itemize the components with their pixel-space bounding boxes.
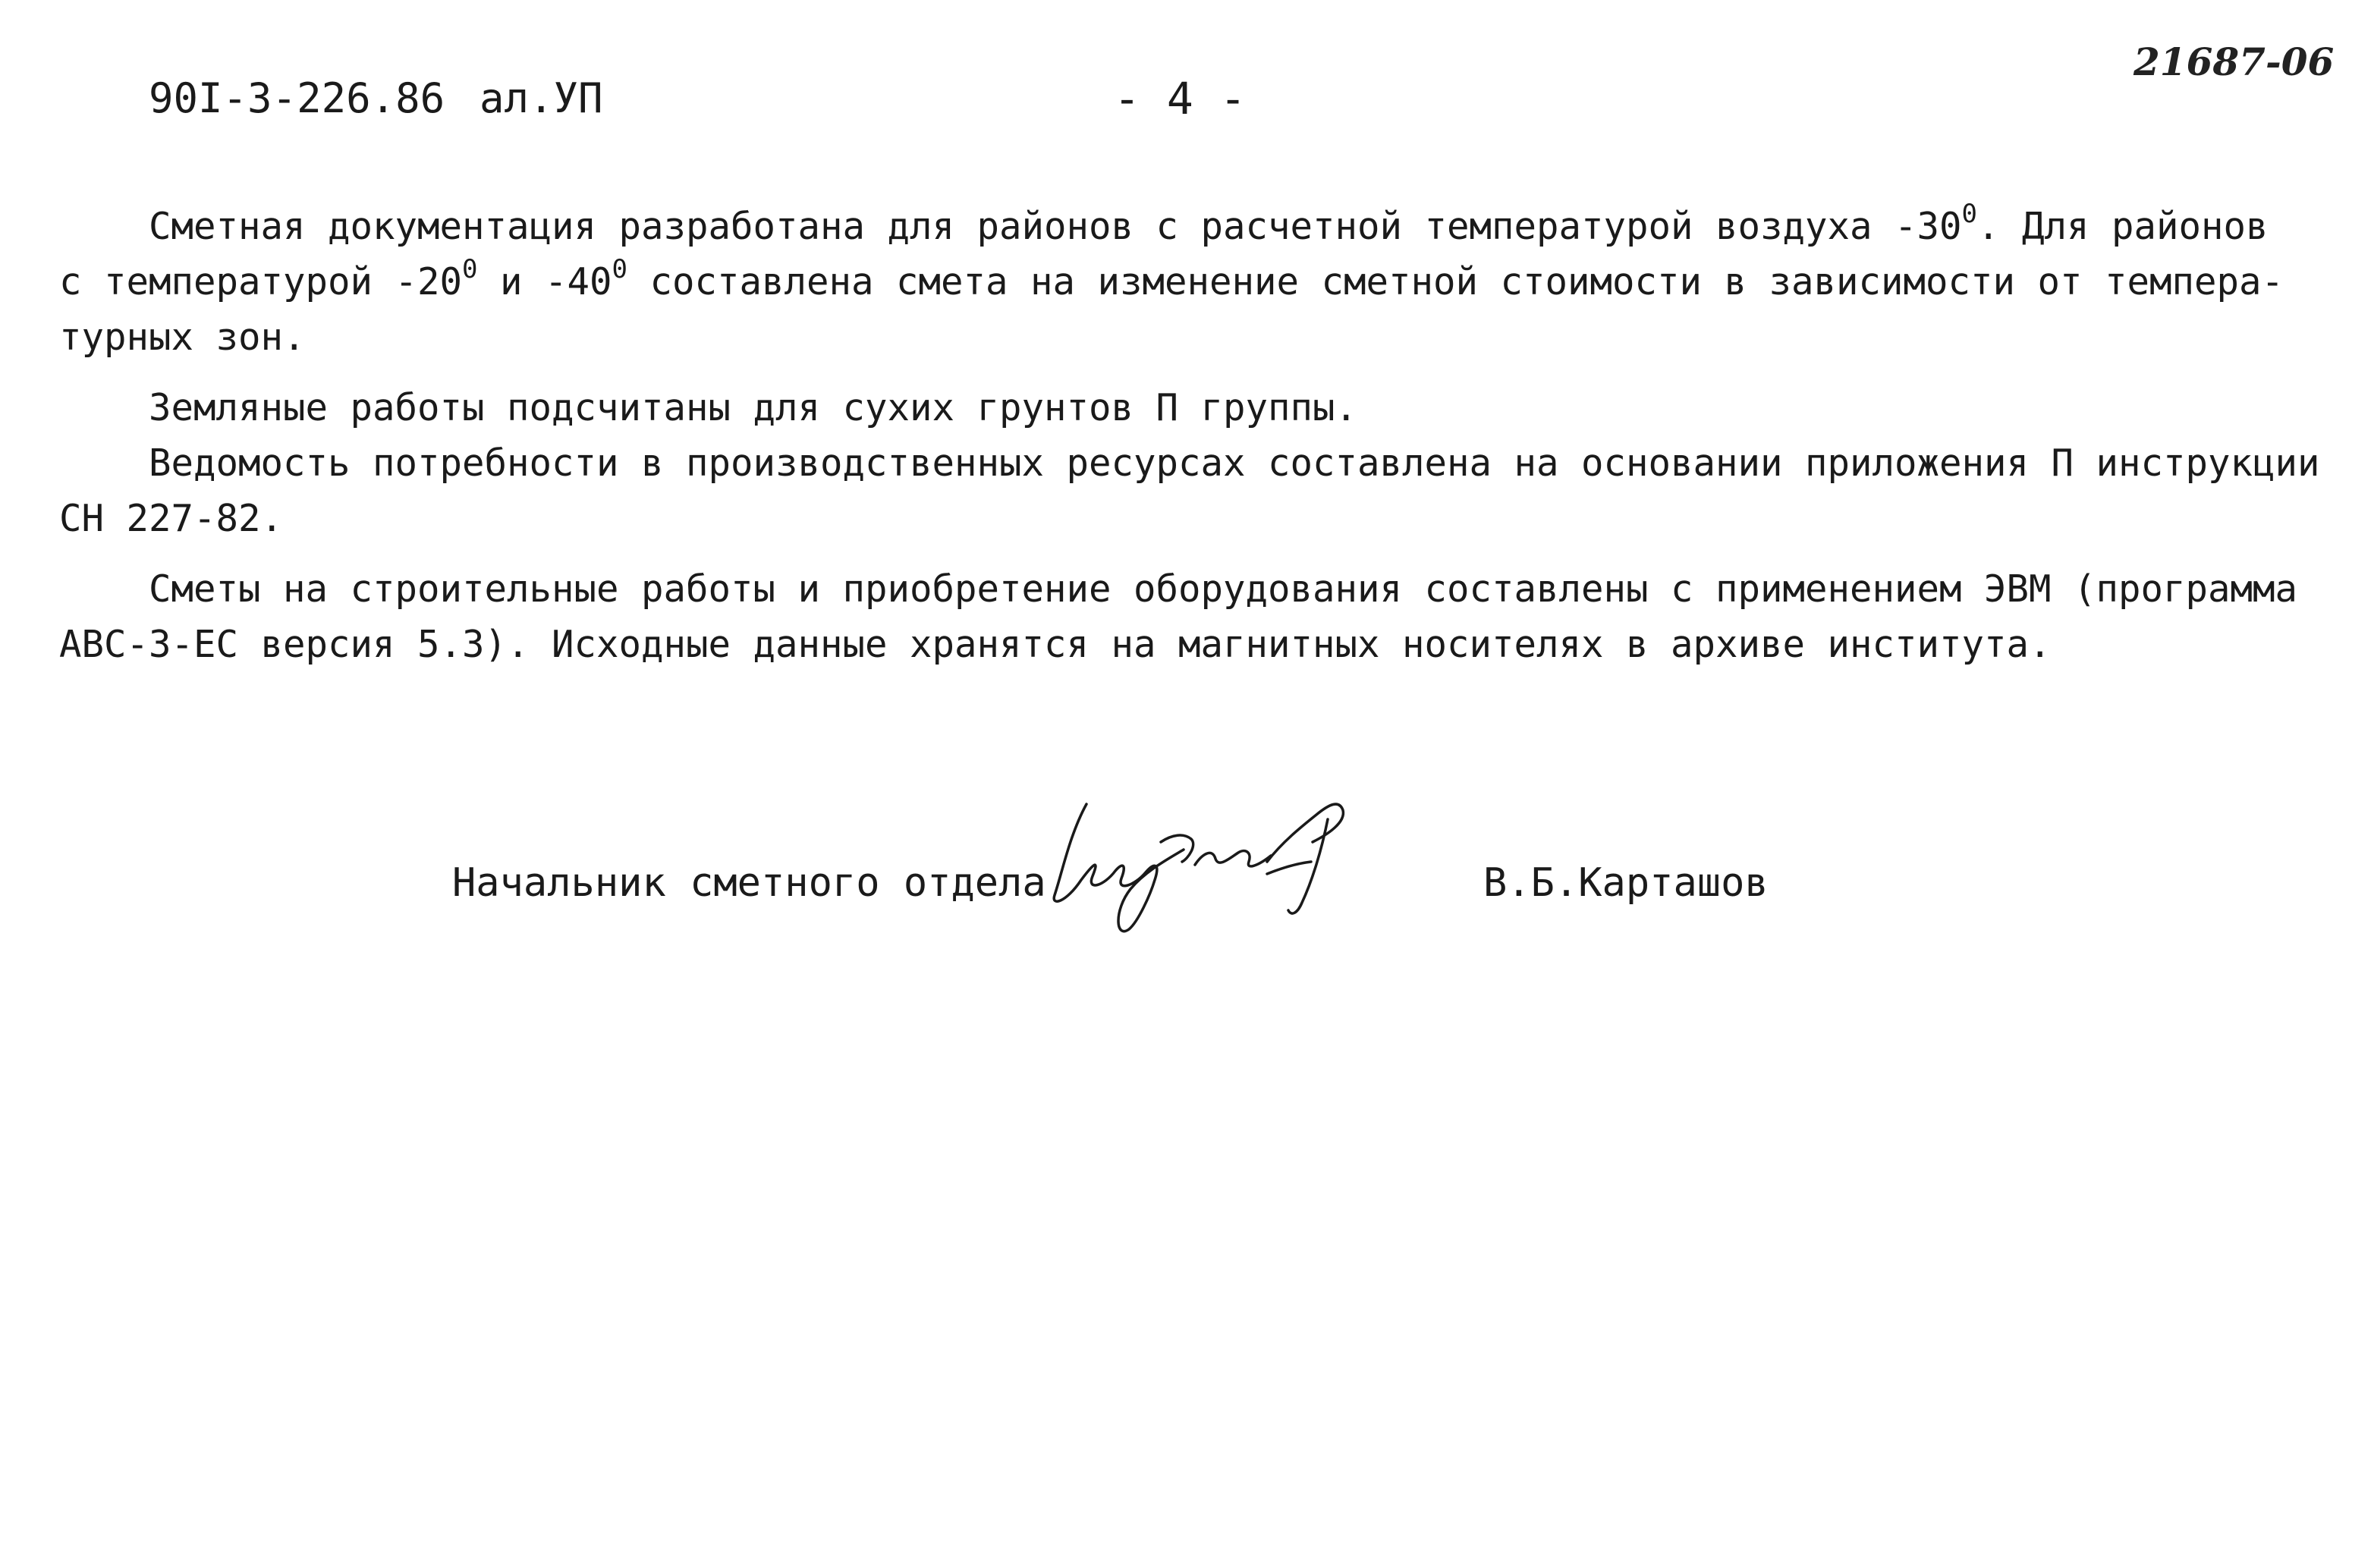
handwritten-signature: [1039, 789, 1373, 941]
signatory-name: В.Б.Карташов: [1483, 860, 1769, 906]
signatory-title: Начальник сметного отдела: [452, 860, 1046, 906]
paragraph-4-line-2: АВС-3-ЕС версия 5.3). Исходные данные хранятся на магнитных носителях в архиве института.: [59, 623, 2052, 666]
paragraph-1-line-1: Сметная документация разработана для районов с расчетной температурой воздуха $-30^0$. Для районов: [149, 198, 2269, 248]
paragraph-1-line-2: с температурой $-20^0$ и $-40^0$ составлена смета на изменение сметной стоимости в зависимости от темпера-: [59, 253, 2284, 303]
paragraph-2: Земляные работы подсчитаны для сухих грунтов П группы.: [149, 386, 1358, 429]
album-number: ал.УП: [480, 74, 603, 122]
paragraph-3-line-1: Ведомость потребности в производственных ресурсах составлена на основании приложения П инструкции: [149, 441, 2320, 485]
paragraph-3-line-2: СН 227-82.: [59, 497, 284, 540]
body-text: [59, 198, 2320, 672]
inventory-stamp: 21687-06: [2133, 39, 2335, 84]
document-code: 90I-3-226.86: [149, 74, 445, 122]
paragraph-1-line-3: турных зон.: [59, 316, 306, 359]
paragraph-4-line-1: Сметы на строительные работы и приобретение оборудования составлены с применением ЭВМ (программа: [149, 567, 2298, 611]
page-number: - 4 -: [1114, 73, 1247, 124]
